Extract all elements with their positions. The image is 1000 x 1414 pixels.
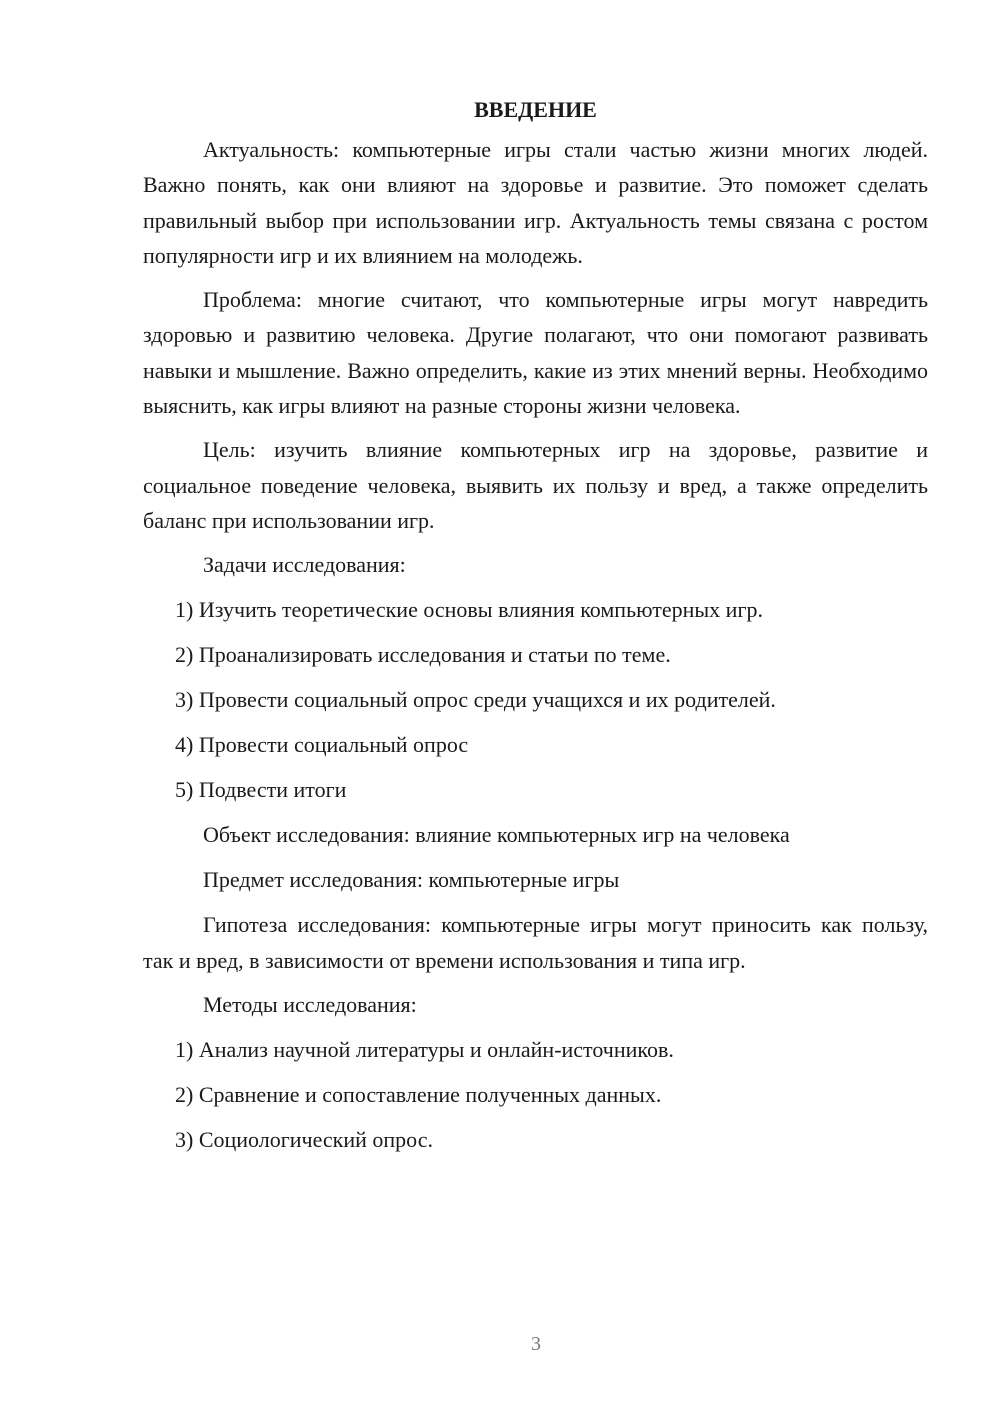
task-item: 3) Провести социальный опрос среди учащихся и их родителей. bbox=[175, 687, 776, 713]
task-item: 4) Провести социальный опрос bbox=[175, 732, 469, 758]
method-item: 1) Анализ научной литературы и онлайн-источников. bbox=[175, 1036, 674, 1062]
task-item: 2) Проанализировать исследования и статьи по теме. bbox=[175, 642, 671, 668]
page-title: ВВЕДЕНИЕ bbox=[474, 97, 597, 122]
goal-paragraph: Цель: изучить влияние компьютерных игр на здоровье, развитие и социальное поведение человека, выявить их пользу и вред, а также определить баланс при использовании игр. bbox=[143, 437, 928, 533]
task-item: 5) Подвести итоги bbox=[175, 777, 347, 803]
page-number: 3 bbox=[531, 1333, 541, 1355]
problem-paragraph: Проблема: многие считают, что компьютерные игры могут навредить здоровью и развитию человека. Другие полагают, что они помогают развивать навыки и мышление. Важно определить, какие из этих мнений верны. Необходимо выяснить, как игры влияют на разные стороны жизни человека. bbox=[143, 287, 928, 419]
tasks-heading: Задачи исследования: bbox=[203, 552, 406, 578]
method-item: 3) Социологический опрос. bbox=[175, 1126, 433, 1152]
methods-heading: Методы исследования: bbox=[203, 991, 417, 1017]
task-item: 1) Изучить теоретические основы влияния компьютерных игр. bbox=[175, 597, 763, 623]
page-content bbox=[143, 92, 928, 1167]
hypothesis-paragraph: Гипотеза исследования: компьютерные игры могут приносить как пользу, так и вред, в зависимости от времени использования и типа игр. bbox=[143, 912, 928, 973]
relevance-paragraph: Актуальность: компьютерные игры стали частью жизни многих людей. Важно понять, как они влияют на здоровье и развитие. Это поможет сделать правильный выбор при использовании игр. Актуальность темы связана с ростом популярности игр и их влиянием на молодежь. bbox=[143, 137, 928, 268]
research-subject: Предмет исследования: компьютерные игры bbox=[203, 867, 620, 893]
method-item: 2) Сравнение и сопоставление полученных данных. bbox=[175, 1081, 662, 1107]
research-object: Объект исследования: влияние компьютерных игр на человека bbox=[203, 822, 790, 848]
